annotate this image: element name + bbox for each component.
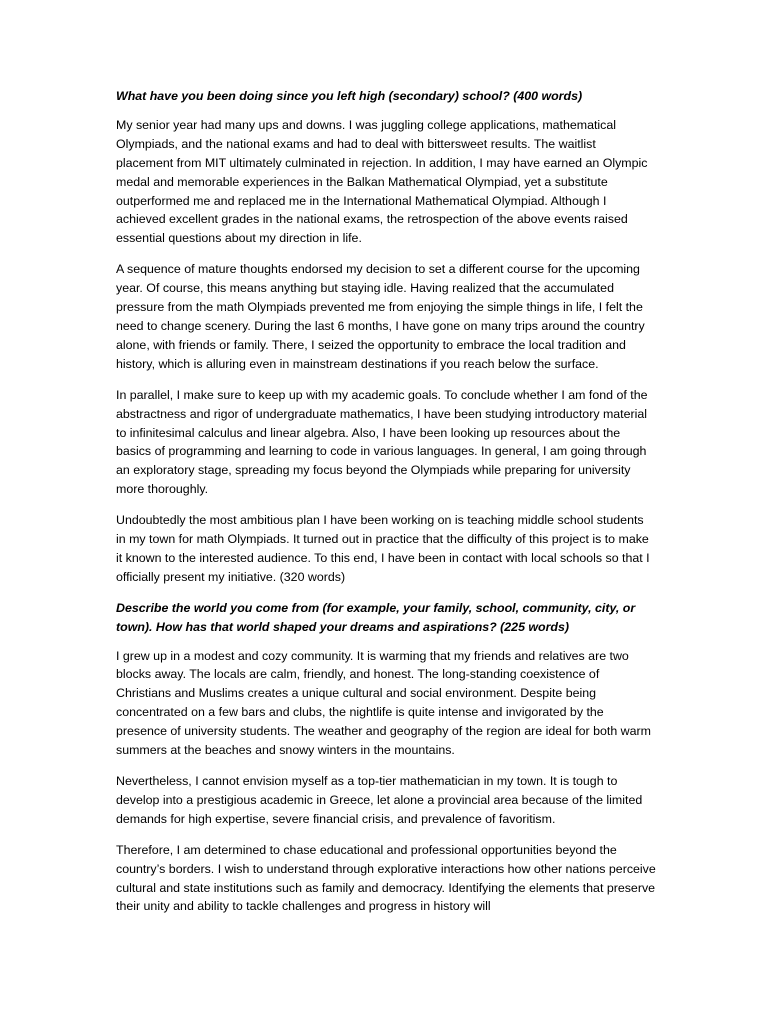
essay-paragraph: A sequence of mature thoughts endorsed my decision to set a different course for the upcoming year. Of course, this means anything but staying idle. Having realized that the accumulated pressure from the math Olympiads prevented me from enjoying the simple things in life, I felt the need to change scenery. During the last 6 months, I have gone on many trips around the country alone, with friends or family. There, I seized the opportunity to embrace the local tradition and history, which is alluring even in mainstream destinations if you reach below the surface.	[116, 262, 645, 371]
essay-paragraph: Therefore, I am determined to chase educational and professional opportunities beyond the country’s borders. I wish to understand through explorative interactions how other nations perceive cultural and state institutions such as family and democracy. Identifying the elements that preserve their unity and ability to tackle challenges and progress in history will	[116, 842, 656, 914]
essay-paragraph: I grew up in a modest and cozy community. It is warming that my friends and relatives are two blocks away. The locals are calm, friendly, and honest. The long-standing coexistence of Christians and Muslims creates a unique cultural and social environment. Despite being concentrated on a few bars and clubs, the nightlife is quite intense and invigorated by the presence of university students. The weather and geography of the region are ideal for both warm summers at the beaches and snowy winters in the mountains.	[116, 648, 651, 758]
essay-paragraph: In parallel, I make sure to keep up with my academic goals. To conclude whether I am fond of the abstractness and rigor of undergraduate mathematics, I have been studying introductory material to infinitesimal calculus and linear algebra. Also, I have been looking up resources about the basics of programming and learning to code in various languages. In general, I am going through an exploratory stage, spreading my focus beyond the Olympiads while preparing for university more thoroughly.	[116, 387, 648, 497]
essay-page	[116, 87, 656, 928]
question-heading-1: What have you been doing since you left high (secondary) school? (400 words)	[116, 89, 583, 103]
question-heading-2: Describe the world you come from (for example, your family, school, community, city, or town). How has that world shaped your dreams and aspirations? (225 words)	[116, 600, 636, 634]
essay-paragraph: Nevertheless, I cannot envision myself as a top-tier mathematician in my town. It is tough to develop into a prestigious academic in Greece, let alone a provincial area because of the limited demands for high expertise, severe financial crisis, and prevalence of favoritism.	[116, 774, 643, 826]
essay-paragraph: My senior year had many ups and downs. I was juggling college applications, mathematical Olympiads, and the national exams and had to deal with bittersweet results. The waitlist placement from MIT ultimately culminated in rejection. In addition, I may have earned an Olympic medal and memorable experiences in the Balkan Mathematical Olympiad, yet a substitute outperformed me and replaced me in the International Mathematical Olympiad. Although I achieved excellent grades in the national exams, the retrospection of the above events raised essential questions about my direction in life.	[116, 117, 648, 246]
essay-paragraph: Undoubtedly the most ambitious plan I have been working on is teaching middle school students in my town for math Olympiads. It turned out in practice that the difficulty of this project is to make it known to the interested audience. To this end, I have been in contact with local schools so that I officially present my initiative. (320 words)	[116, 513, 650, 584]
